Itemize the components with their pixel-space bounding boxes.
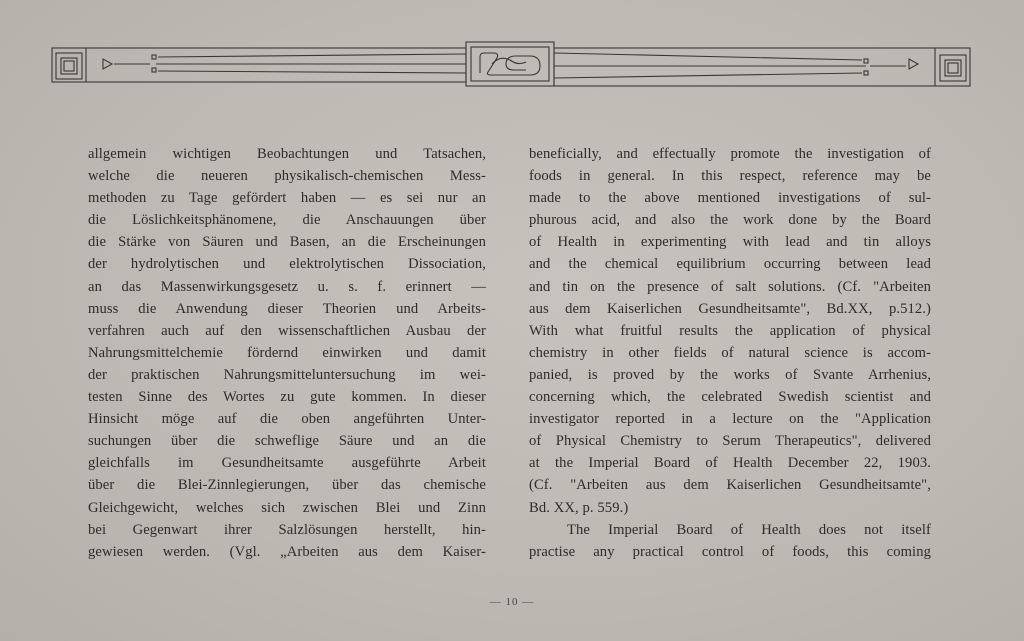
text-line: practise any practical control of foods, this coming <box>529 543 931 560</box>
text-line: welche die neueren physikalisch-chemischen Mess- <box>88 168 486 185</box>
text-line: der hydrolytischen und elektrolytischen Dissociation, <box>88 256 486 273</box>
text-line: allgemein wichtigen Beobachtungen und Tatsachen, <box>88 146 486 162</box>
text-line: bei Gegenwart ihrer Salzlösungen herstellt, hin- <box>88 521 486 538</box>
text-line: Nahrungsmittelchemie fördernd einwirken und damit <box>88 344 486 361</box>
decorative-header-ornament <box>48 40 974 92</box>
text-line: The Imperial Board of Health does not itself <box>567 521 931 538</box>
text-line: panied, is proved by the works of Svante Arrhenius, <box>529 366 931 383</box>
text-line: methoden zu Tage gefördert haben — es sei nur an <box>88 190 486 207</box>
text-line: phurous acid, and also the work done by the Board <box>529 212 931 229</box>
text-line: gleichfalls im Gesundheitsamte ausgeführte Arbeit <box>88 455 486 472</box>
text-line: Hinsicht möge auf die oben angeführten Unter- <box>88 411 486 428</box>
text-line: With what fruitful results the application of physical <box>529 322 931 339</box>
text-line: an das Massenwirkungsgesetz u. s. f. erinnert — <box>88 278 486 295</box>
text-line: chemistry in other fields of natural science is accom- <box>529 344 931 361</box>
text-line: Bd. XX, p. 559.) <box>529 499 629 516</box>
text-line: über die Blei-Zinnlegierungen, über das chemische <box>88 477 486 494</box>
text-line: die Stärke von Säuren und Basen, an die Erscheinungen <box>88 234 486 251</box>
text-line: and the chemical equilibrium occurring between lead <box>529 256 931 273</box>
page-number: — 10 — <box>489 596 535 608</box>
text-line: beneficially, and effectually promote the investigation of <box>529 146 931 162</box>
text-line: suchungen über die schweflige Säure und an die <box>88 433 486 450</box>
text-line: concerning which, the celebrated Swedish scientist and <box>529 389 931 406</box>
text-line: aus dem Kaiserlichen Gesundheitsamte", Bd.XX, p.512.) <box>529 300 931 317</box>
german-text-column <box>88 143 486 563</box>
left-square-icon <box>56 53 82 79</box>
text-line: of Physical Chemistry to Serum Therapeutics", delivered <box>529 433 931 450</box>
text-line: der praktischen Nahrungsmitteluntersuchung im wei- <box>88 366 486 383</box>
text-line: verfahren auch auf den wissenschaftlichen Ausbau der <box>88 322 486 339</box>
english-text-column <box>529 143 931 563</box>
text-line: at the Imperial Board of Health December 22, 1903. <box>529 455 931 472</box>
text-line: (Cf. "Arbeiten aus dem Kaiserlichen Gesundheitsamte", <box>529 477 931 494</box>
text-line: Gleichgewicht, welches sich zwischen Blei und Zinn <box>88 499 486 516</box>
text-line: muss die Anwendung dieser Theorien und Arbeits- <box>88 300 486 317</box>
text-line: foods in general. In this respect, reference may be <box>529 168 931 185</box>
text-line: investigator reported in a lecture on the "Application <box>529 411 931 428</box>
text-line: of Health in experimenting with lead and tin alloys <box>529 234 931 251</box>
text-line: die Löslichkeitsphänomene, die Anschauungen über <box>88 212 486 229</box>
text-line: made to the above mentioned investigations of sul- <box>529 190 931 207</box>
text-line: and tin on the presence of salt solutions. (Cf. "Arbeiten <box>529 278 931 295</box>
text-line: gewiesen werden. (Vgl. „Arbeiten aus dem Kaiser- <box>88 543 486 560</box>
text-line: testen Sinne des Wortes zu gute kommen. In dieser <box>88 389 486 406</box>
